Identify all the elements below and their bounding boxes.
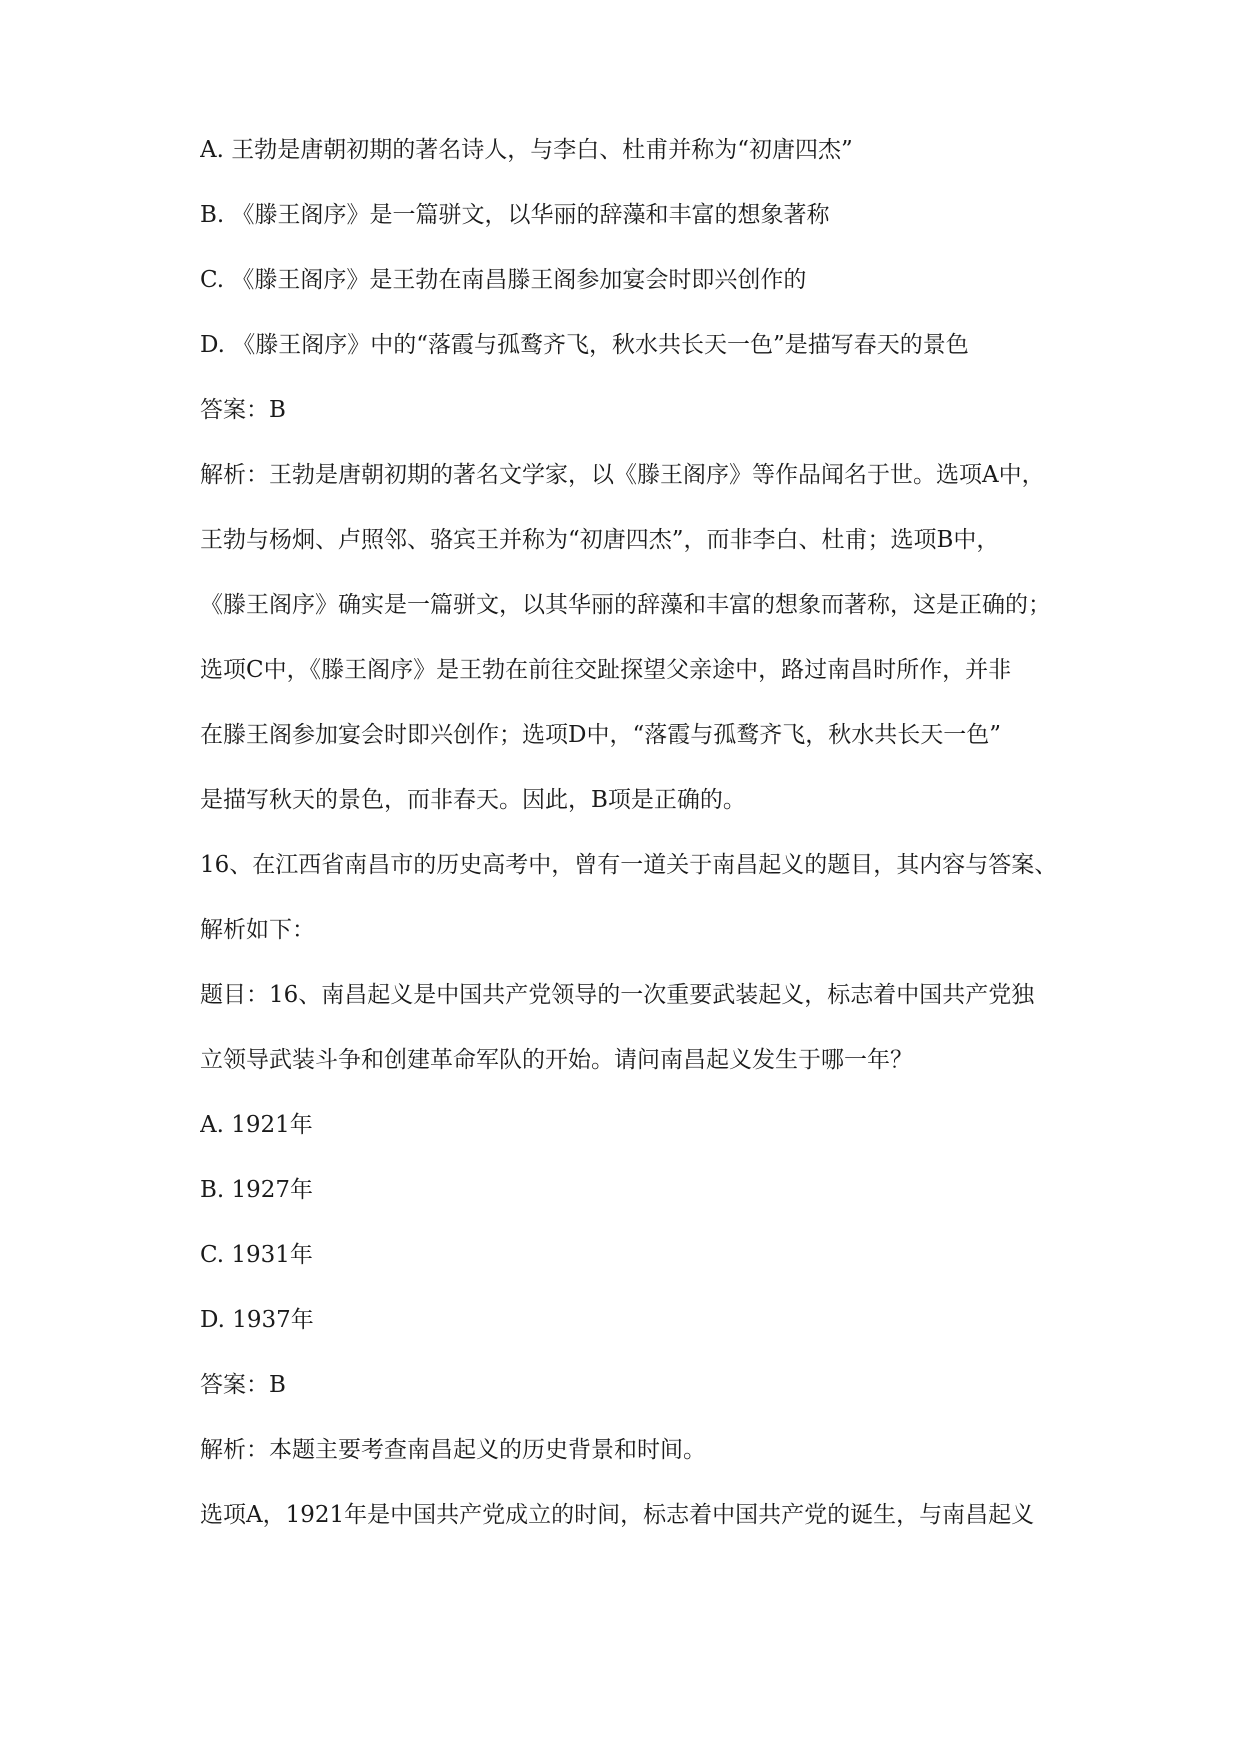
option-b-line: B. 1927年 — [200, 1177, 314, 1203]
answer-line: 答案：B — [200, 397, 286, 423]
answer-line: 答案：B — [200, 1372, 286, 1398]
analysis-line: 王勃与杨炯、卢照邻、骆宾王并称为“初唐四杰”，而非李白、杜甫；选项B中， — [200, 527, 1000, 553]
option-c-line: C. 1931年 — [200, 1242, 313, 1268]
analysis-line: 在滕王阁参加宴会时即兴创作；选项D中，“落霞与孤鹜齐飞，秋水共长天一色” — [200, 722, 1001, 748]
analysis-line: 是描写秋天的景色，而非春天。因此，B项是正确的。 — [200, 787, 746, 813]
analysis-line: 选项C中，《滕王阁序》是王勃在前往交趾探望父亲途中，路过南昌时所作，并非 — [200, 657, 1012, 683]
option-b-line: B. 《滕王阁序》是一篇骈文，以华丽的辞藻和丰富的想象著称 — [200, 202, 830, 228]
question-intro-line: 解析如下： — [200, 917, 315, 943]
analysis-line: 《滕王阁序》确实是一篇骈文，以其华丽的辞藻和丰富的想象而著称，这是正确的； — [200, 592, 1051, 618]
option-a-line: A. 王勃是唐朝初期的著名诗人，与李白、杜甫并称为“初唐四杰” — [200, 137, 853, 163]
option-c-line: C. 《滕王阁序》是王勃在南昌滕王阁参加宴会时即兴创作的 — [200, 267, 807, 293]
question-intro-line: 16、在江西省南昌市的历史高考中，曾有一道关于南昌起义的题目，其内容与答案、 — [200, 852, 1058, 878]
option-d-line: D. 《滕王阁序》中的“落霞与孤鹜齐飞，秋水共长天一色”是描写春天的景色 — [200, 332, 969, 358]
question-line: 题目：16、南昌起义是中国共产党领导的一次重要武装起义，标志着中国共产党独 — [200, 982, 1035, 1008]
option-a-line: A. 1921年 — [200, 1112, 313, 1138]
option-d-line: D. 1937年 — [200, 1307, 314, 1333]
question-line: 立领导武装斗争和创建革命军队的开始。请问南昌起义发生于哪一年？ — [200, 1047, 913, 1073]
analysis-line: 选项A，1921年是中国共产党成立的时间，标志着中国共产党的诞生，与南昌起义 — [200, 1502, 1035, 1528]
analysis-line: 解析：王勃是唐朝初期的著名文学家，以《滕王阁序》等作品闻名于世。选项A中， — [200, 462, 1045, 488]
analysis-line: 解析：本题主要考查南昌起义的历史背景和时间。 — [200, 1437, 706, 1463]
